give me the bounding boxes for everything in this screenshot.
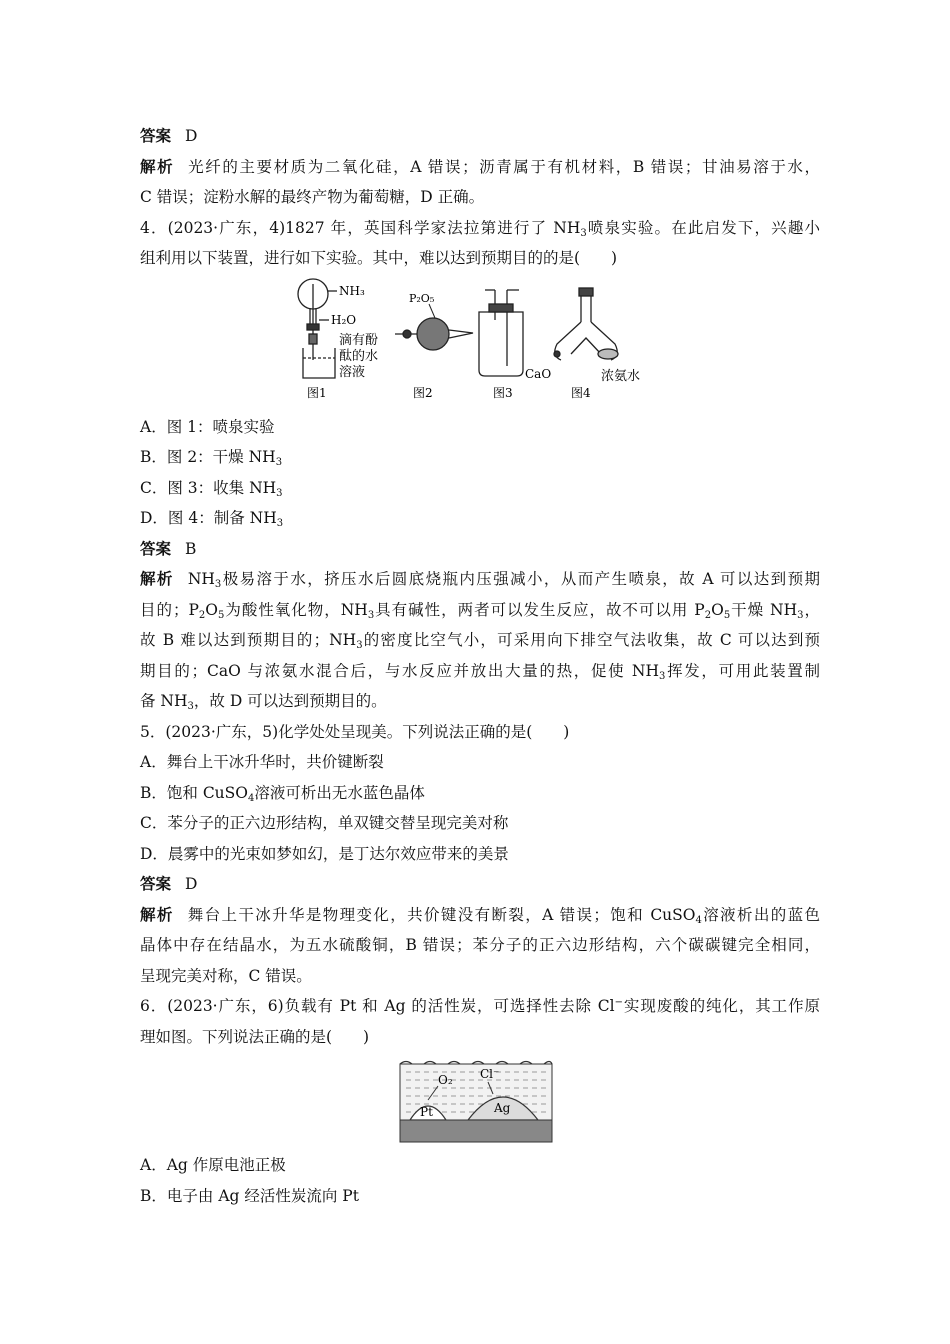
analysis-text: 光纤的主要材质为二氧化硅，A 错误；沥青属于有机材料，B 错误；甘油易溶于水， (188, 157, 820, 176)
subscript: 4 (695, 914, 702, 926)
flask-apparatus (298, 279, 337, 378)
q6-stem-line-2: 理如图。下列说法正确的是( ) (140, 1027, 370, 1046)
q4-analysis-line-1 (140, 564, 820, 595)
analysis-text: NH (187, 570, 215, 588)
q4-analysis-line-3 (140, 625, 820, 656)
q6-electrode-figure (140, 1056, 820, 1144)
subscript: 3 (276, 487, 283, 499)
analysis-text: O (711, 600, 724, 619)
subscript: 4 (248, 792, 255, 804)
q5-option-d: D．晨雾中的光束如梦如幻，是丁达尔效应带来的美景 (140, 844, 509, 863)
option-text: B．图 2：干燥 NH (140, 448, 276, 466)
analysis-text: 挥发，可用此装置制 (665, 661, 820, 680)
analysis-text: O (205, 600, 218, 619)
q3-answer-line (140, 121, 820, 152)
subscript: 3 (580, 227, 587, 239)
ag-label: Ag (494, 1101, 511, 1115)
subscript: 3 (367, 609, 375, 621)
solution-label-3: 溶液 (339, 364, 366, 380)
answer-value: D (185, 875, 198, 893)
solution-label-1: 滴有酚 (339, 332, 379, 348)
p2o5-label: P₂O₅ (409, 291, 435, 305)
answer-label: 答案 (140, 127, 172, 145)
caption-fig1: 图1 (307, 385, 327, 400)
caption-fig2: 图2 (413, 385, 433, 400)
q4-option-b (140, 442, 820, 473)
cao-label: CaO (525, 366, 552, 381)
subscript: 3 (275, 457, 283, 468)
caption-fig3: 图3 (493, 385, 513, 400)
ammonia-label: 浓氨水 (601, 368, 641, 384)
q4-apparatus-figure (140, 278, 820, 402)
h2o-label: H₂O (331, 312, 357, 327)
q5-analysis-line-1 (140, 900, 820, 931)
analysis-text: 具有碱性，两者可以发生反应，故不可以用 P (374, 600, 705, 619)
q5-analysis-line-2: 晶体中存在结晶水，为五水硫酸铜，B 错误；苯分子的正六边形结构，六个碳碳键完全相同， (140, 936, 820, 954)
carbon-base (400, 1120, 552, 1142)
q4-option-a: A．图 1：喷泉实验 (140, 417, 275, 436)
q4-option-d (140, 503, 820, 534)
q4-answer-line (140, 534, 820, 565)
q6-option-b: B．电子由 Ag 经活性炭流向 Pt (140, 1186, 359, 1205)
stem-text: 实现废酸的纯化，其工作原 (623, 997, 820, 1015)
drying-tube (395, 304, 473, 350)
subscript: 3 (214, 579, 222, 590)
subscript: 5 (218, 609, 225, 621)
q5-option-a: A．舞台上干冰升华时，共价键断裂 (140, 753, 384, 771)
q4-option-c (140, 473, 820, 504)
analysis-label: 解析 (140, 905, 174, 924)
pt-label: Pt (420, 1105, 433, 1119)
analysis-label: 解析 (140, 157, 175, 176)
solution-label-2: 酞的水 (339, 348, 379, 364)
analysis-text: 极易溶于水，挤压水后圆底烧瓶内压强减小，从而产生喷泉，故 A 可以达到预期 (221, 570, 820, 588)
analysis-text: 舞台上干冰升华是物理变化，共价键没有断裂，A 错误；饱和 CuSO (187, 905, 696, 924)
superscript: − (614, 997, 624, 1008)
o2-label: O₂ (438, 1073, 453, 1087)
q4-analysis-line-4 (140, 656, 820, 687)
analysis-text: 备 NH (140, 692, 188, 710)
analysis-text: 期目的；CaO 与浓氨水混合后，与水反应并放出大量的热，促使 NH (140, 661, 660, 680)
stem-text: 喷泉实验。在此启发下，兴趣小 (586, 218, 820, 237)
q4-stem-line-2: 组利用以下装置，进行如下实验。其中，难以达到预期目的的是( ) (140, 249, 618, 267)
option-text: B．饱和 CuSO (140, 783, 248, 802)
q3-analysis-line-1 (140, 152, 820, 183)
analysis-text: 的密度比空气小，可采用向下排空气法收集，故 C 可以达到预 (362, 631, 820, 649)
q5-option-b (140, 778, 820, 809)
subscript: 2 (198, 609, 206, 621)
activated-carbon-diagram (398, 1056, 554, 1144)
option-text: C．图 3：收集 NH (140, 478, 277, 497)
document-page (140, 121, 820, 1211)
analysis-label: 解析 (140, 570, 174, 588)
apparatus-diagram (295, 278, 715, 402)
analysis-text: 为酸性氧化物，NH (224, 600, 368, 619)
subscript: 3 (276, 518, 284, 529)
subscript: 2 (704, 609, 712, 621)
q3-analysis-line-2: C 错误；淀粉水解的最终产物为葡萄糖，D 正确。 (140, 188, 485, 206)
stem-text: 6．(2023·广东，6)负载有 Pt 和 Ag 的活性炭，可选择性去除 Cl (140, 997, 615, 1015)
stem-text: 4．(2023·广东，4)1827 年，英国科学家法拉第进行了 NH (140, 218, 581, 237)
option-text: 溶液可析出无水蓝色晶体 (254, 783, 425, 802)
option-text: D．图 4：制备 NH (140, 509, 277, 527)
answer-label: 答案 (140, 539, 172, 558)
analysis-text: 溶液析出的蓝色 (701, 905, 820, 924)
subscript: 3 (356, 640, 363, 651)
q5-answer-line (140, 869, 820, 900)
analysis-text: ，故 D 可以达到预期目的。 (193, 692, 387, 710)
q4-analysis-line-5 (140, 686, 820, 717)
q6-stem-line-1 (140, 991, 820, 1022)
answer-value: B (185, 539, 197, 558)
q6-option-a: A．Ag 作原电池正极 (140, 1156, 286, 1174)
gas-collection-bottle (479, 290, 523, 376)
y-tube (554, 288, 618, 360)
nh3-label: NH₃ (339, 283, 365, 298)
subscript: 3 (797, 609, 804, 621)
subscript: 3 (187, 701, 194, 712)
q5-analysis-line-3: 呈现完美对称，C 错误。 (140, 966, 312, 985)
analysis-text: 故 B 难以达到预期目的；NH (140, 631, 357, 649)
q5-option-c: C．苯分子的正六边形结构，单双键交替呈现完美对称 (140, 814, 509, 832)
caption-fig4: 图4 (571, 385, 591, 400)
analysis-text: 干燥 NH (730, 600, 798, 619)
q4-analysis-line-2 (140, 595, 820, 626)
answer-label: 答案 (140, 875, 172, 893)
q4-stem-line-1 (140, 213, 820, 244)
answer-value: D (185, 127, 198, 145)
analysis-text: 目的；P (140, 600, 199, 619)
subscript: 5 (723, 609, 731, 621)
subscript: 3 (659, 670, 666, 682)
analysis-text: ， (803, 600, 820, 619)
q5-stem: 5．(2023·广东，5)化学处处呈现美。下列说法正确的是( ) (140, 722, 570, 741)
cl-label: Cl⁻ (480, 1067, 500, 1081)
